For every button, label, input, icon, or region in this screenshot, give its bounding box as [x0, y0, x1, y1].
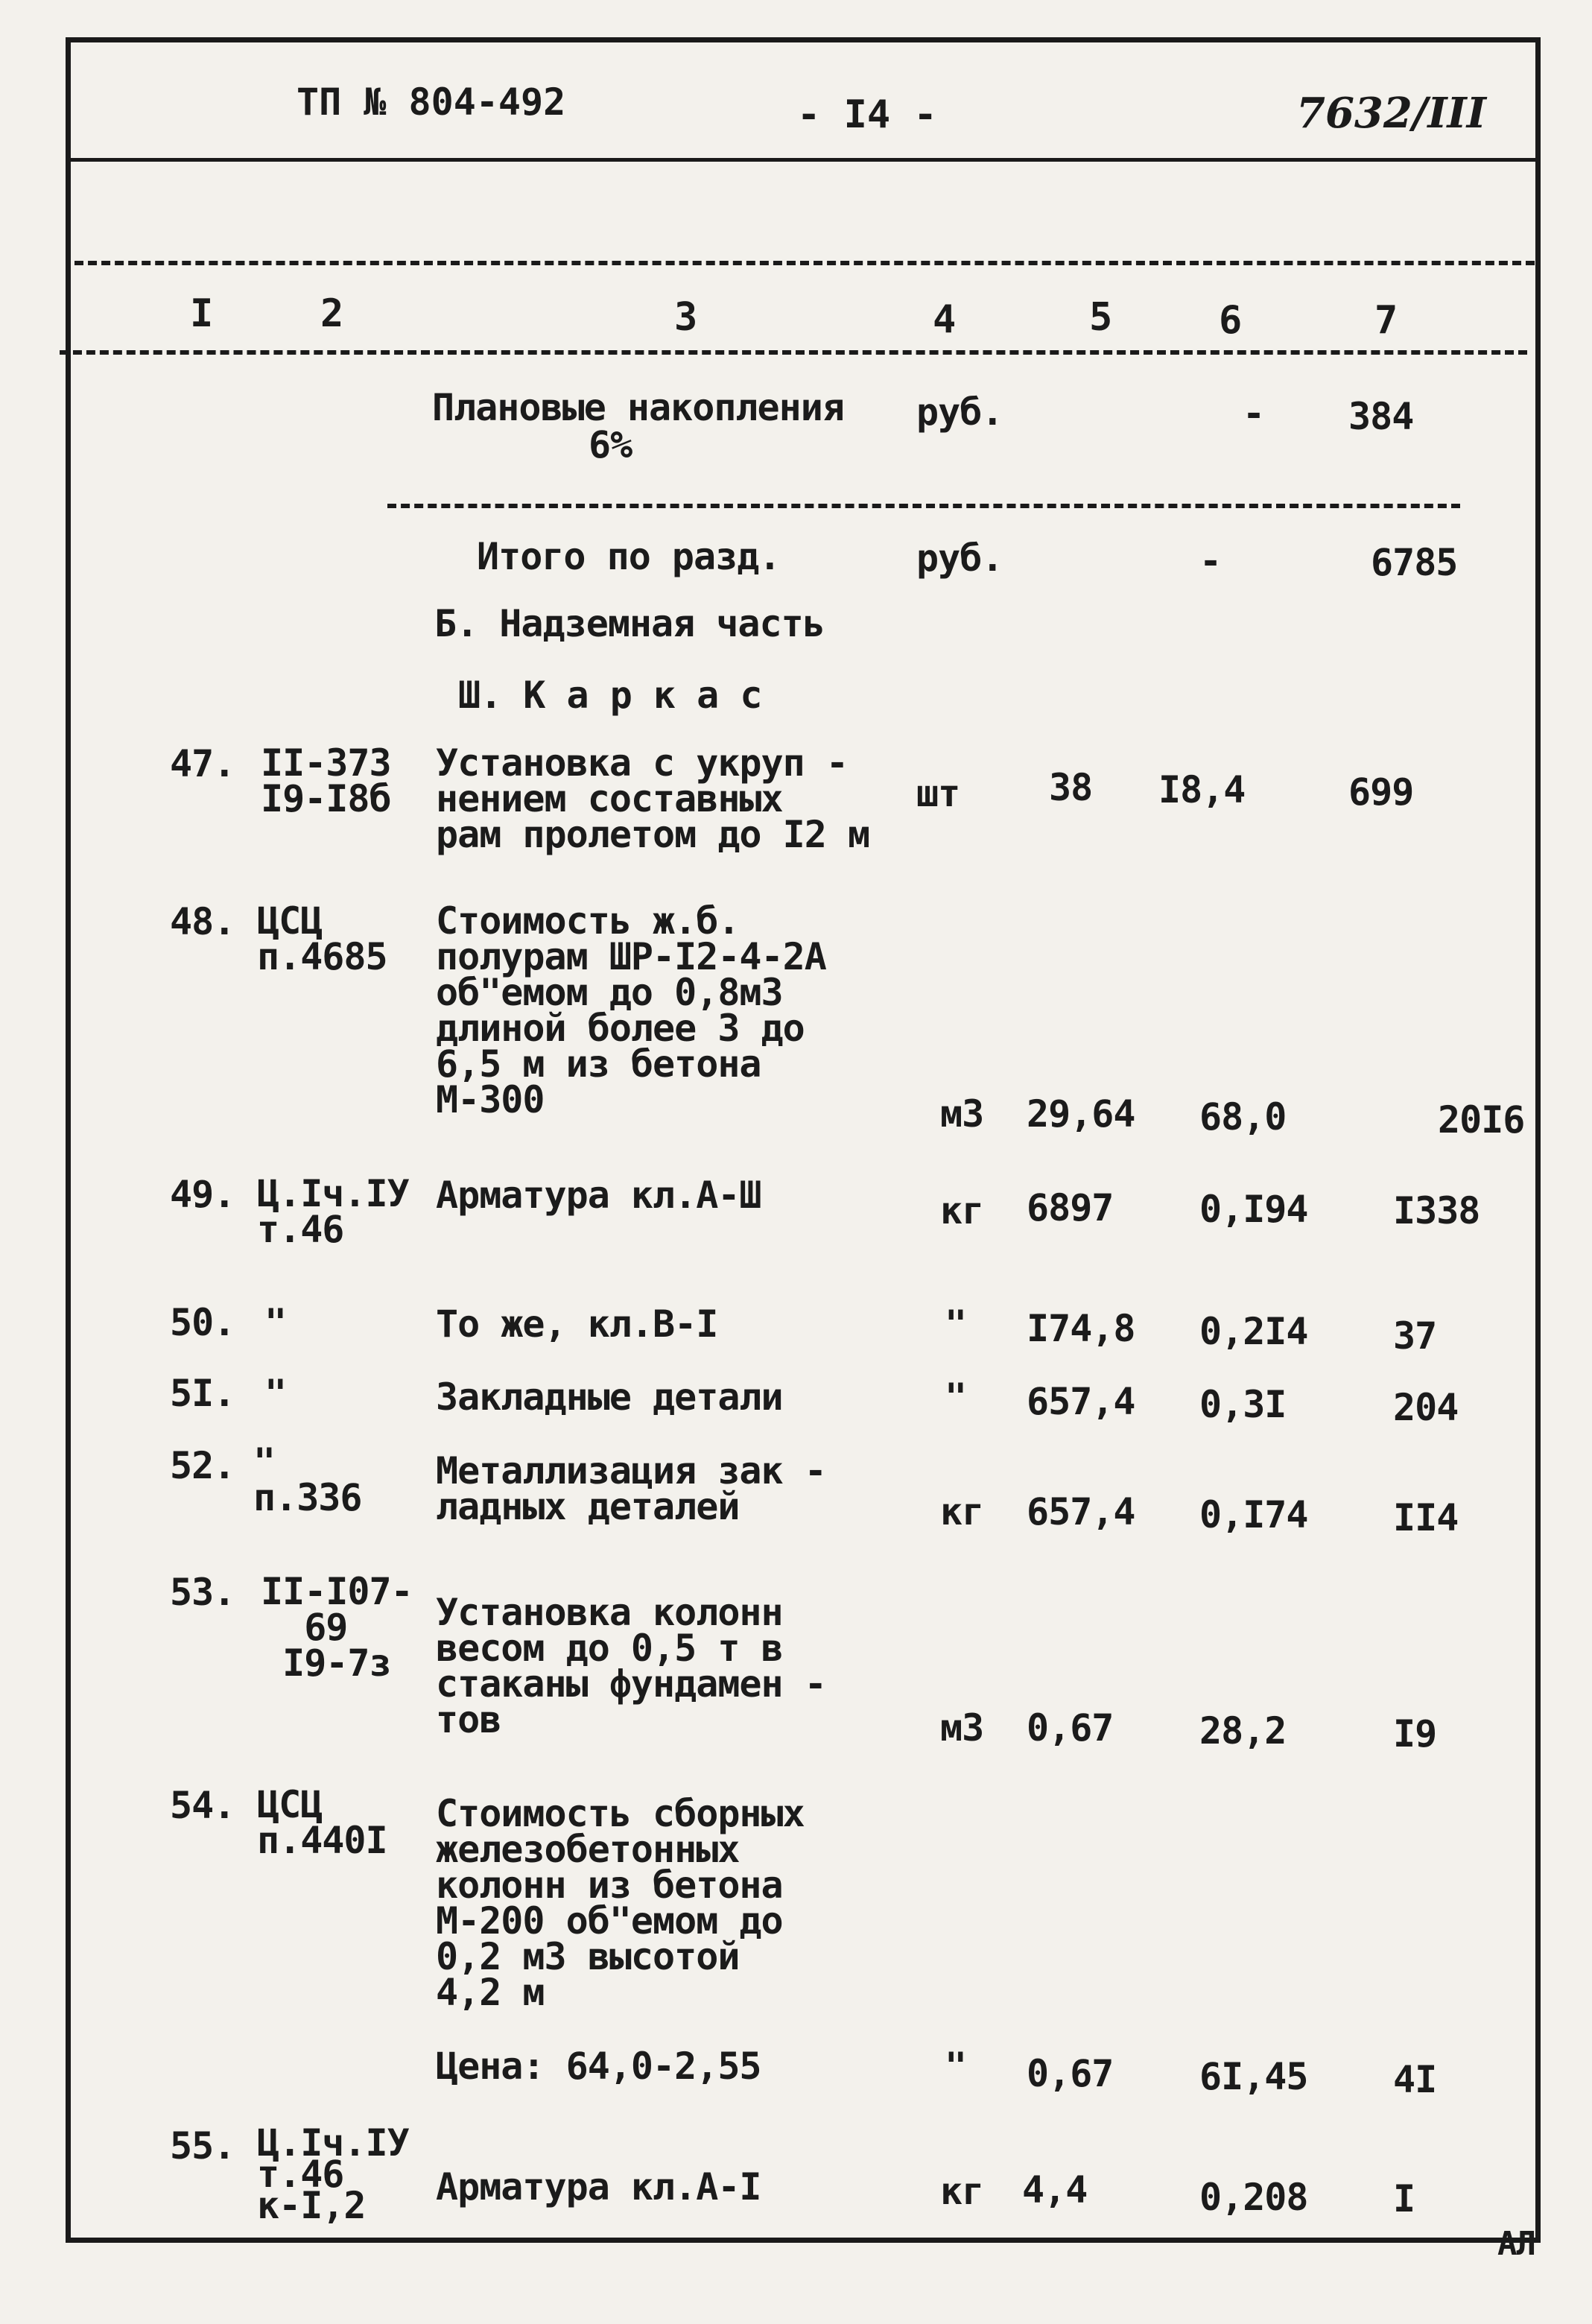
- row-47-quantity: 38: [1049, 766, 1093, 809]
- row-53-quantity: 0,67: [1027, 1706, 1114, 1750]
- project-number: ТП № 804-492: [296, 80, 566, 124]
- planned-price: -: [1243, 392, 1265, 435]
- section-total-value: 6785: [1371, 541, 1458, 584]
- column-header-bottom-rule: [60, 350, 1527, 355]
- row-52-number: 52.: [170, 1444, 235, 1487]
- row-55-quantity: 4,4: [1022, 2168, 1088, 2211]
- row-50-description: То же, кл.В-I: [436, 1302, 718, 1346]
- row-51-unit: ": [945, 1375, 967, 1419]
- row-51-number: 5I.: [170, 1372, 235, 1415]
- row-47-unit: шт: [916, 772, 960, 815]
- column-header-top-rule: [74, 261, 1535, 265]
- row-48-price: 68,0: [1199, 1095, 1287, 1139]
- row-55-total: I: [1393, 2177, 1415, 2220]
- row-49-code: Ц.Iч.IУ т.46: [257, 1172, 409, 1251]
- row-53-price: 28,2: [1199, 1709, 1287, 1753]
- row-54-number: 54.: [170, 1784, 235, 1827]
- row-47-description: Установка с укруп - нением составных рам пролетом до I2 м: [436, 741, 870, 856]
- row-49-description: Арматура кл.А-Ш: [436, 1174, 761, 1217]
- row-49-price: 0,I94: [1199, 1188, 1308, 1231]
- row-49-number: 49.: [170, 1173, 235, 1216]
- row-52-code: " п.336: [253, 1440, 362, 1519]
- row-55-number: 55.: [170, 2124, 235, 2168]
- row-55-unit: кг: [940, 2170, 984, 2213]
- planned-unit: руб.: [916, 390, 1003, 434]
- corner-mark: АЛ: [1497, 2225, 1535, 2263]
- column-header-4: 4: [933, 297, 957, 342]
- subtotal-rule: [387, 504, 1460, 508]
- column-header-6: 6: [1219, 298, 1243, 343]
- row-51-description: Закладные детали: [436, 1375, 783, 1419]
- row-54-total: 4I: [1393, 2058, 1437, 2101]
- section-total-label: Итого по разд.: [477, 535, 781, 578]
- section-total-price: -: [1199, 539, 1222, 583]
- row-52-total: II4: [1393, 1496, 1459, 1539]
- page-number: - I4 -: [797, 92, 937, 137]
- row-48-description: Стоимость ж.б. полурам ШР-I2-4-2А об"емом до 0,8м3 длиной более 3 до 6,5 м из бетона М-300: [436, 899, 826, 1121]
- row-47-price: I8,4: [1158, 768, 1246, 811]
- row-55-description: Арматура кл.А-I: [436, 2165, 761, 2209]
- row-51-price: 0,3I: [1199, 1383, 1287, 1426]
- row-48-number: 48.: [170, 900, 235, 943]
- row-53-unit: м3: [940, 1706, 984, 1750]
- row-52-description: Металлизация зак - ладных деталей: [436, 1449, 826, 1528]
- row-51-quantity: 657,4: [1027, 1380, 1135, 1423]
- row-48-total: 20I6: [1438, 1098, 1525, 1142]
- row-52-unit: кг: [940, 1490, 984, 1533]
- row-49-unit: кг: [940, 1189, 984, 1232]
- row-53-description: Установка колонн весом до 0,5 т в стаканы фундамен - тов: [436, 1591, 826, 1741]
- row-47-code: II-373 I9-I8б: [261, 741, 391, 820]
- row-51-total: 204: [1393, 1386, 1459, 1429]
- row-52-price: 0,I74: [1199, 1493, 1308, 1536]
- row-54-code: ЦСЦ п.440I: [257, 1783, 387, 1862]
- row-47-number: 47.: [170, 742, 235, 785]
- row-54-price-formula: Цена: 64,0-2,55: [436, 2045, 761, 2088]
- row-54-price: 6I,45: [1199, 2055, 1308, 2098]
- row-55-code: Ц.Iч.IУ т.46 к-I,2: [257, 2121, 409, 2227]
- column-header-1: I: [190, 291, 214, 336]
- row-49-quantity: 6897: [1027, 1186, 1114, 1229]
- row-53-number: 53.: [170, 1571, 235, 1614]
- row-50-code: ": [264, 1301, 287, 1344]
- row-55-price: 0,208: [1199, 2176, 1308, 2219]
- row-47-total: 699: [1348, 770, 1414, 814]
- row-52-quantity: 657,4: [1027, 1490, 1135, 1533]
- row-54-unit: ": [945, 2045, 967, 2088]
- row-51-code: ": [264, 1372, 287, 1415]
- column-header-3: 3: [674, 295, 698, 340]
- planned-percent: 6%: [589, 423, 632, 466]
- column-header-2: 2: [320, 291, 344, 336]
- planned-label: Плановые накопления: [432, 386, 844, 429]
- row-54-quantity: 0,67: [1027, 2052, 1114, 2095]
- row-48-quantity: 29,64: [1027, 1092, 1135, 1136]
- row-50-total: 37: [1393, 1314, 1437, 1358]
- column-header-5: 5: [1089, 295, 1113, 340]
- row-50-quantity: I74,8: [1027, 1307, 1135, 1350]
- row-48-code: ЦСЦ п.4685: [257, 899, 387, 978]
- frame-heading: Ш. К а р к а с: [458, 674, 762, 717]
- row-54-description: Стоимость сборных железобетонных колонн из бетона М-200 об"емом до 0,2 м3 высотой 4,2 м: [436, 1792, 805, 2014]
- header-divider: [66, 158, 1541, 162]
- row-53-total: I9: [1393, 1712, 1437, 1755]
- row-49-total: I338: [1393, 1189, 1480, 1232]
- sheet-code: 7632/III: [1296, 89, 1486, 138]
- row-48-unit: м3: [940, 1092, 984, 1136]
- part-b-heading: Б. Надземная часть: [434, 602, 825, 645]
- row-50-unit: ": [945, 1302, 967, 1346]
- row-53-code: II-I07- 69 I9-7з: [261, 1570, 413, 1685]
- section-total-unit: руб.: [916, 536, 1003, 580]
- row-50-price: 0,2I4: [1199, 1310, 1308, 1353]
- column-header-7: 7: [1374, 298, 1398, 343]
- planned-total: 384: [1348, 395, 1414, 438]
- row-50-number: 50.: [170, 1301, 235, 1344]
